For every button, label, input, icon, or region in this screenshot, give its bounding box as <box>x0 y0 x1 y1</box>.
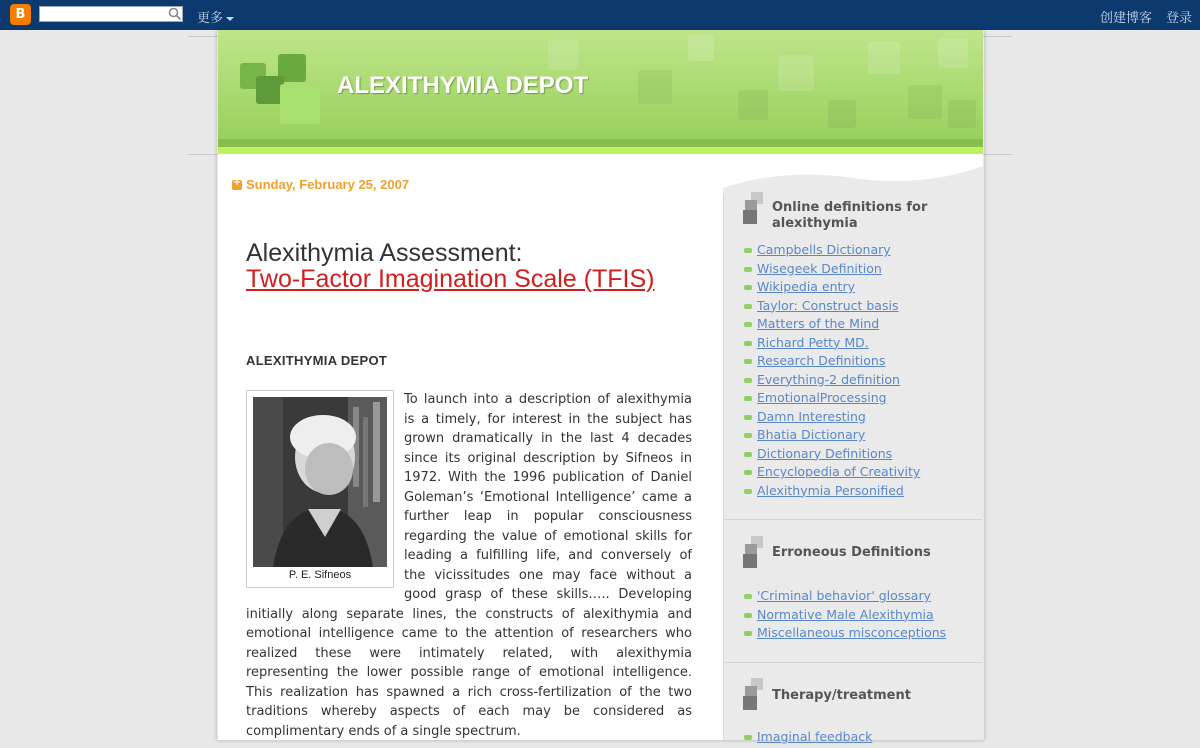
sidebar-link[interactable]: Everything-2 definition <box>757 371 900 387</box>
list-item <box>744 409 920 428</box>
sidebar-link[interactable]: Damn Interesting <box>757 408 866 424</box>
sidebar-link[interactable]: Taylor: Construct basis <box>757 297 899 313</box>
more-menu-button[interactable] <box>197 7 234 26</box>
blogger-navbar <box>0 0 1200 30</box>
post-title-link[interactable]: Two-Factor Imagination Scale (TFIS) <box>246 265 655 293</box>
sidebar-link[interactable]: Dictionary Definitions <box>757 445 893 461</box>
widget-divider <box>724 519 982 520</box>
online-definitions-list <box>744 242 920 501</box>
list-item <box>744 464 920 483</box>
portrait-illustration <box>253 397 387 567</box>
blog-title[interactable]: ALEXITHYMIA DEPOT <box>337 72 589 99</box>
list-item <box>744 335 920 354</box>
sidebar-wave-decoration <box>723 154 983 194</box>
list-item <box>744 483 920 502</box>
sidebar-link[interactable]: 'Criminal behavior' glossary <box>757 588 932 603</box>
widget-divider <box>724 662 982 663</box>
sifneos-photo-frame <box>246 390 394 588</box>
sifneos-photo <box>253 397 387 567</box>
photo-caption: P. E. Sifneos <box>288 569 352 581</box>
sidebar-link[interactable]: Richard Petty MD. <box>757 334 869 350</box>
sidebar-link[interactable]: Imaginal feedback <box>757 729 873 744</box>
list-item <box>744 242 920 261</box>
list-item <box>744 607 946 626</box>
more-menu-label: 更多 <box>197 11 224 26</box>
header-square-decoration <box>828 100 856 128</box>
header-square-decoration <box>280 84 320 124</box>
list-item <box>744 390 920 409</box>
list-item <box>744 353 920 372</box>
list-item <box>744 625 946 644</box>
list-item <box>744 446 920 465</box>
widget-squares-icon <box>743 678 765 712</box>
therapy-treatment-list <box>744 729 872 748</box>
post-body-text: To launch into a description of alexithymia is a timely, for interest in the subject has grown dramatically in the last 4 decades since its original description by Sifneos in 1972. With the 1996 publication of Daniel Goleman’s ‘Emotional Intelligence’ came a further leap in popular consciousness regarding the value of emotional skills for leading a fulfilling life, and conversely of the vicissitudes one may face without a good grasp of these skills….. Developing initially along separate lines, the constructs of alexithymia and emotional intelligence came to the attention of researchers who realized these were intimately related, with alexithymia representing the lower possible range of emotional intelligence. This realization has spawned a rich cross-fertilization of the two traditions whereby aspects of each may be considered as complimentary ends of a single spectrum. <box>246 392 692 739</box>
list-item <box>744 298 920 317</box>
widget-squares-icon <box>743 192 765 226</box>
header-square-decoration <box>908 85 942 119</box>
sidebar-link[interactable]: Alexithymia Personified <box>757 482 904 498</box>
header-square-decoration <box>778 55 814 91</box>
sidebar-link[interactable]: EmotionalProcessing <box>757 390 887 405</box>
sidebar-link[interactable]: Research Definitions <box>757 353 886 368</box>
header-square-decoration <box>638 70 672 104</box>
header-square-decoration <box>738 90 768 120</box>
widget-squares-icon <box>743 536 765 570</box>
header-square-decoration <box>688 35 714 61</box>
widget-title-erroneous-definitions: Erroneous Definitions <box>772 545 931 560</box>
widget-title-online-definitions: Online definitions for alexithymia <box>772 200 928 231</box>
sidebar-link[interactable]: Campbells Dictionary <box>757 242 891 257</box>
login-link[interactable]: 登录 <box>1166 11 1193 26</box>
list-item <box>744 427 920 446</box>
post-title <box>246 240 654 292</box>
list-item <box>744 372 920 391</box>
list-item <box>744 261 920 280</box>
blogger-logo-icon[interactable] <box>10 4 31 25</box>
sidebar-link[interactable]: Miscellaneous misconceptions <box>757 625 947 640</box>
list-item <box>744 588 946 607</box>
sidebar-link[interactable]: Wisegeek Definition <box>757 260 882 276</box>
header-square-decoration <box>548 40 578 70</box>
list-item <box>744 279 920 298</box>
header-highlight-band <box>218 147 983 154</box>
sidebar-link[interactable]: Bhatia Dictionary <box>757 427 866 442</box>
sidebar-link[interactable]: Encyclopedia of Creativity <box>757 464 921 479</box>
sidebar-link[interactable]: Normative Male Alexithymia <box>757 606 934 622</box>
widget-title-therapy-treatment: Therapy/treatment <box>772 688 911 703</box>
header-square-decoration <box>868 42 900 74</box>
search-icon[interactable] <box>168 7 182 21</box>
sidebar-link[interactable]: Matters of the Mind <box>757 316 880 331</box>
sidebar-link[interactable]: Wikipedia entry <box>757 279 855 294</box>
header-square-decoration <box>938 38 968 68</box>
blog-header <box>218 30 983 154</box>
list-item <box>744 316 920 335</box>
create-blog-link[interactable]: 创建博客 <box>1100 11 1153 26</box>
list-item <box>744 729 872 748</box>
post-date: Sunday, February 25, 2007 <box>246 177 410 192</box>
search-input[interactable] <box>39 6 183 22</box>
header-square-decoration <box>948 100 976 128</box>
chevron-down-icon <box>226 17 234 21</box>
collapse-icon[interactable] <box>232 180 242 190</box>
post-subheading: ALEXITHYMIA DEPOT <box>246 353 388 368</box>
post-title-line: Alexithymia Assessment: <box>246 239 523 267</box>
blogger-logo-letter: B <box>15 7 26 22</box>
erroneous-definitions-list <box>744 588 946 644</box>
